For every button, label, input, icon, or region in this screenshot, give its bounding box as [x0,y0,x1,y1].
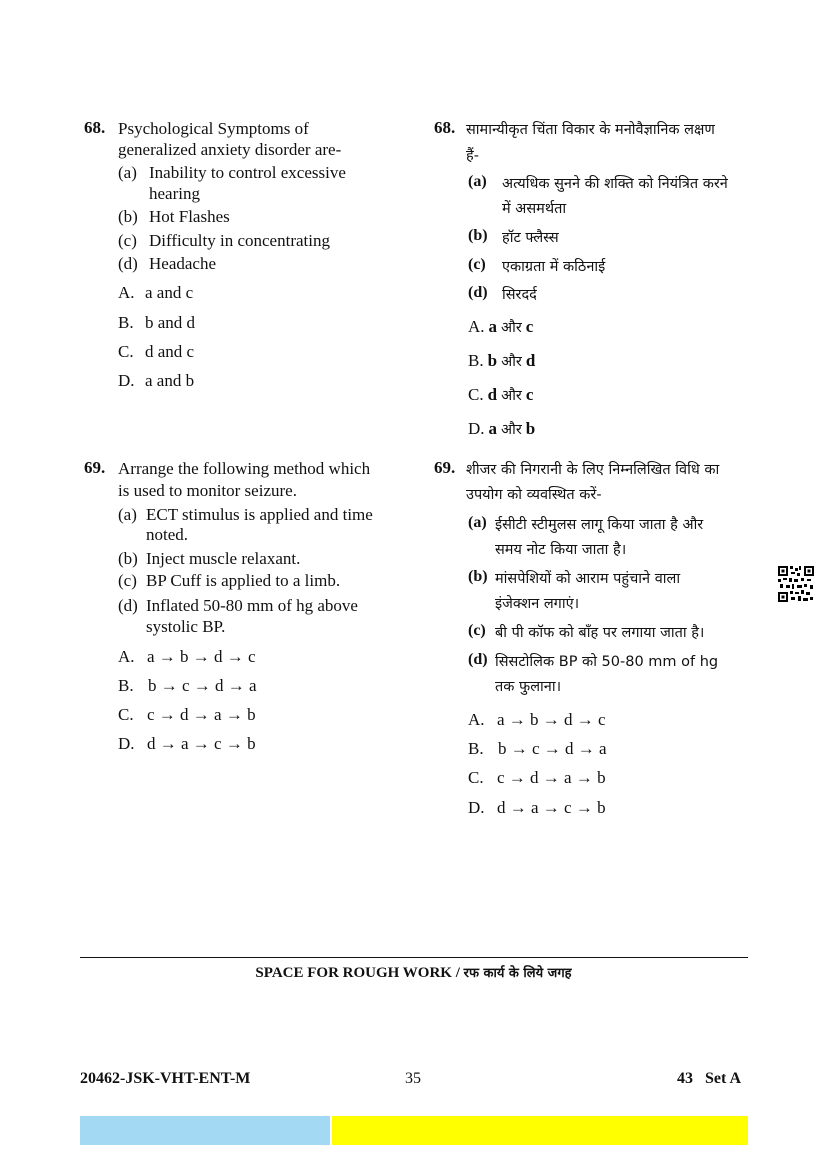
paper-code: 20462-JSK-VHT-ENT-M [80,1070,251,1087]
option-part: d [525,351,536,370]
item-text: तक फुलाना। [495,679,562,695]
item-label: (b) [468,227,488,244]
option-part: b [487,351,498,370]
question-69-english [84,458,404,758]
option-label: D. [468,798,485,817]
question-stem: Psychological Symptoms of [118,119,309,138]
question-number: 68. [434,118,456,137]
item-label: (b) [118,549,138,568]
item-label: (c) [468,256,486,273]
question-stem: हैं- [466,148,479,164]
question-number: 69. [84,458,106,477]
item-text: बी पी कॉफ को बाँह पर लगाया जाता है। [495,625,705,641]
question-stem: सामान्यीकृत चिंता विकार के मनोवैज्ञानिक लक्षण [466,122,715,138]
item-text: ECT stimulus is applied and time [146,505,373,524]
qr-code-icon [777,565,815,603]
option-text: a → b → d → c [147,647,256,666]
option-part: और [501,422,522,438]
option-part: और [501,388,522,404]
item-text: BP Cuff is applied to a limb. [146,571,341,590]
item-label: (a) [468,514,487,531]
option-text: b and d [145,313,196,332]
option-text: d → a → c → b [497,798,606,817]
option-label: A. [118,647,135,666]
option-part: a [488,317,498,336]
option-label: C. [118,705,134,724]
page-number: 35 [405,1070,421,1087]
item-label: (a) [118,505,137,524]
item-text: अत्यधिक सुनने की शक्ति को नियंत्रित करने [502,176,728,192]
option-c [468,385,533,405]
option-text: d → a → c → b [147,734,256,753]
item-text: मांसपेशियों को आराम पहुंचाने वाला [495,571,681,587]
option-text: a and c [145,283,194,302]
item-label: (d) [468,284,488,301]
option-part: और [501,354,522,370]
item-text: Headache [149,254,217,273]
option-d [468,419,535,439]
question-stem: Arrange the following method which [118,459,371,478]
option-text: b → c → d → a [148,676,257,695]
option-b [468,351,535,371]
option-label: A. [468,710,485,729]
option-text: c → d → a → b [147,705,256,724]
question-number: 68. [84,118,106,137]
item-text: Inflated 50-80 mm of hg above [146,596,358,615]
footer-bar-blue [80,1116,330,1145]
question-stem: generalized anxiety disorder are- [118,140,342,159]
item-text: सिसटोलिक BP को 50-80 mm of hg [495,654,719,670]
item-text: systolic BP. [146,617,226,636]
footer-bar-yellow [332,1116,748,1145]
option-label: B. [468,739,484,758]
option-part: a [488,419,498,438]
item-text: ईसीटी स्टीमुलस लागू किया जाता है और [495,517,704,533]
rough-work-label [0,963,827,982]
option-part: d [487,385,498,404]
question-68-hindi [434,118,754,448]
question-number: 69. [434,458,456,477]
item-text: Difficulty in concentrating [149,231,330,250]
option-part: b [525,419,536,438]
item-label: (b) [468,568,488,585]
option-label: A. [118,283,135,302]
item-text: सिरदर्द [502,287,537,303]
rough-work-hindi: रफ कार्य के लिये जगह [463,966,572,981]
question-69-hindi [434,458,754,828]
item-label: (c) [118,231,137,250]
item-label: (c) [118,571,137,590]
option-part: c [525,385,534,404]
question-68-english [84,118,404,398]
item-text: में असमर्थता [502,201,567,217]
item-text: hearing [149,184,200,203]
option-label: C. [468,768,484,787]
option-label: B. [118,676,134,695]
item-label: (d) [118,596,138,615]
option-text: b → c → d → a [498,739,607,758]
option-text: a and b [145,371,195,390]
item-text: noted. [146,525,189,544]
item-label: (c) [468,622,486,639]
item-text: इंजेक्शन लगाएं। [495,596,580,612]
item-text: Hot Flashes [149,207,230,226]
item-label: (b) [118,207,138,226]
item-label: (d) [468,651,488,668]
item-label: (d) [118,254,138,273]
rough-work-english: SPACE FOR ROUGH WORK / [255,965,460,981]
option-text: a → b → d → c [497,710,606,729]
item-label: (a) [468,173,487,190]
option-label: D. [118,734,135,753]
item-text: Inability to control excessive [149,163,346,182]
option-label: D. [468,419,485,438]
option-a [468,317,533,337]
option-label: D. [118,371,135,390]
option-text: d and c [145,342,195,361]
option-part: और [501,320,522,336]
item-text: हॉट फ्लैस्स [502,230,559,246]
option-label: C. [468,385,484,404]
question-stem: is used to monitor seizure. [118,481,297,500]
item-text: एकाग्रता में कठिनाई [502,259,606,275]
option-label: B. [118,313,134,332]
option-label: B. [468,351,484,370]
option-part: c [525,317,534,336]
option-text: c → d → a → b [497,768,606,787]
question-stem: शीजर की निगरानी के लिए निम्नलिखित विधि का [466,462,720,478]
set-label: 43 Set A [677,1070,741,1087]
item-text: Inject muscle relaxant. [146,549,301,568]
rough-work-divider [80,957,748,958]
item-label: (a) [118,163,137,182]
question-stem: उपयोग को व्यवस्थित करें- [466,487,602,503]
option-label: C. [118,342,134,361]
option-label: A. [468,317,485,336]
item-text: समय नोट किया जाता है। [495,542,627,558]
